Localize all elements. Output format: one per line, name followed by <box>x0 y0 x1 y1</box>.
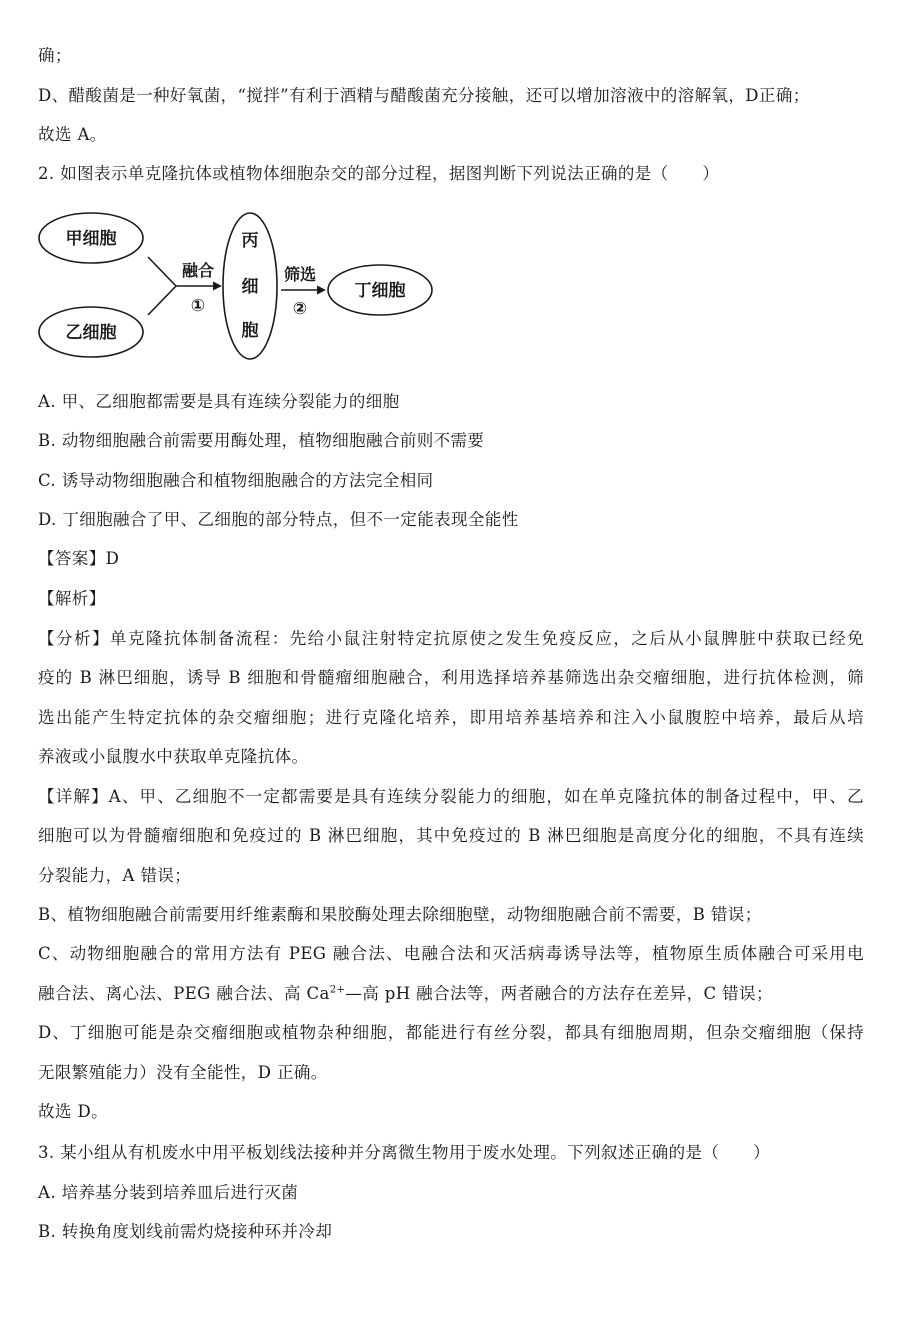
merge-line-top <box>148 257 176 286</box>
analysis-text: 【分析】单克隆抗体制备流程：先给小鼠注射特定抗原使之发生免疫反应，之后从小鼠脾脏中获取已经免 <box>38 629 864 648</box>
detail-text: 无限繁殖能力）没有全能性，D 正确。 <box>38 1063 328 1082</box>
cell-jia-label: 甲细胞 <box>65 229 117 249</box>
cell-bing-label: 细 <box>241 277 259 297</box>
option-b: B. 动物细胞融合前需要用酶处理，植物细胞融合前则不需要 <box>38 431 485 450</box>
step1-number: ① <box>190 296 206 316</box>
option-a: A. 甲、乙细胞都需要是具有连续分裂能力的细胞 <box>38 392 400 411</box>
text-line: 确； <box>38 46 72 65</box>
option-d: D. 丁细胞融合了甲、乙细胞的部分特点，但不一定能表现全能性 <box>38 510 519 529</box>
detail-text: B、植物细胞融合前需要用纤维素酶和果胶酶处理去除细胞壁，动物细胞融合前不需要，B 错误； <box>38 905 762 924</box>
detail-text: 故选 D。 <box>38 1102 108 1121</box>
analysis-heading: 【解析】 <box>38 589 106 608</box>
detail-text: 细胞可以为骨髓瘤细胞和免疫过的 B 淋巴细胞，其中免疫过的 B 淋巴细胞是高度分化的细胞，不具有连续 <box>38 826 864 845</box>
detail-text-part: —高 pH 融合法等，两者融合的方法存在差异，C 错误； <box>345 984 773 1003</box>
detail-text: 分裂能力，A 错误； <box>38 866 192 885</box>
step2-label: 筛选 <box>283 265 317 284</box>
detail-text: D、丁细胞可能是杂交瘤细胞或植物杂种细胞，都能进行有丝分裂，都具有细胞周期，但杂交瘤细胞（保持 <box>38 1023 864 1042</box>
cell-ding-label: 丁细胞 <box>354 281 406 301</box>
step1-label: 融合 <box>181 261 215 280</box>
detail-text-part: 融合法、离心法、PEG 融合法、高 Ca <box>38 984 330 1003</box>
superscript-charge: 2+ <box>329 984 346 996</box>
cell-yi-label: 乙细胞 <box>65 323 117 343</box>
option-c: C. 诱导动物细胞融合和植物细胞融合的方法完全相同 <box>38 471 434 490</box>
step2-number: ② <box>292 299 308 319</box>
question-2-stem: 2. 如图表示单克隆抗体或植物体细胞杂交的部分过程，据图判断下列说法正确的是（ ） <box>38 164 720 183</box>
detail-text: C、动物细胞融合的常用方法有 PEG 融合法、电融合法和灭活病毒诱导法等，植物原生质体融合可采用电 <box>38 944 864 963</box>
answer-line: 【答案】D <box>38 549 120 568</box>
analysis-text: 疫的 B 淋巴细胞，诱导 B 细胞和骨髓瘤细胞融合，利用选择培养基筛选出杂交瘤细胞，进行抗体检测，筛 <box>38 668 864 687</box>
q3-option-a: A. 培养基分装到培养皿后进行灭菌 <box>38 1183 299 1202</box>
q3-option-b: B. 转换角度划线前需灼烧接种环并冷却 <box>38 1222 333 1241</box>
analysis-text: 养液或小鼠腹水中获取单克隆抗体。 <box>38 747 309 766</box>
fusion-arrowhead <box>213 282 222 291</box>
detail-text-with-superscript <box>38 982 864 1006</box>
merge-line-bottom <box>148 286 176 315</box>
cell-fusion-diagram <box>38 208 458 368</box>
question-3-stem: 3. 某小组从有机废水中用平板划线法接种并分离微生物用于废水处理。下列叙述正确的是（ ） <box>38 1143 770 1162</box>
cell-bing-label: 丙 <box>241 231 259 251</box>
screening-arrowhead <box>317 286 326 295</box>
detail-text: 【详解】A、甲、乙细胞不一定都需要是具有连续分裂能力的细胞，如在单克隆抗体的制备过程中，甲、乙 <box>38 787 864 806</box>
analysis-text: 选出能产生特定抗体的杂交瘤细胞；进行克隆化培养，即用培养基培养和注入小鼠腹腔中培养，最后从培 <box>38 708 864 727</box>
text-line: 故选 A。 <box>38 125 107 144</box>
cell-bing-label: 胞 <box>241 321 259 341</box>
text-line: D、醋酸菌是一种好氧菌，“搅拌”有利于酒精与醋酸菌充分接触，还可以增加溶液中的溶解氧，D正确； <box>38 86 810 105</box>
